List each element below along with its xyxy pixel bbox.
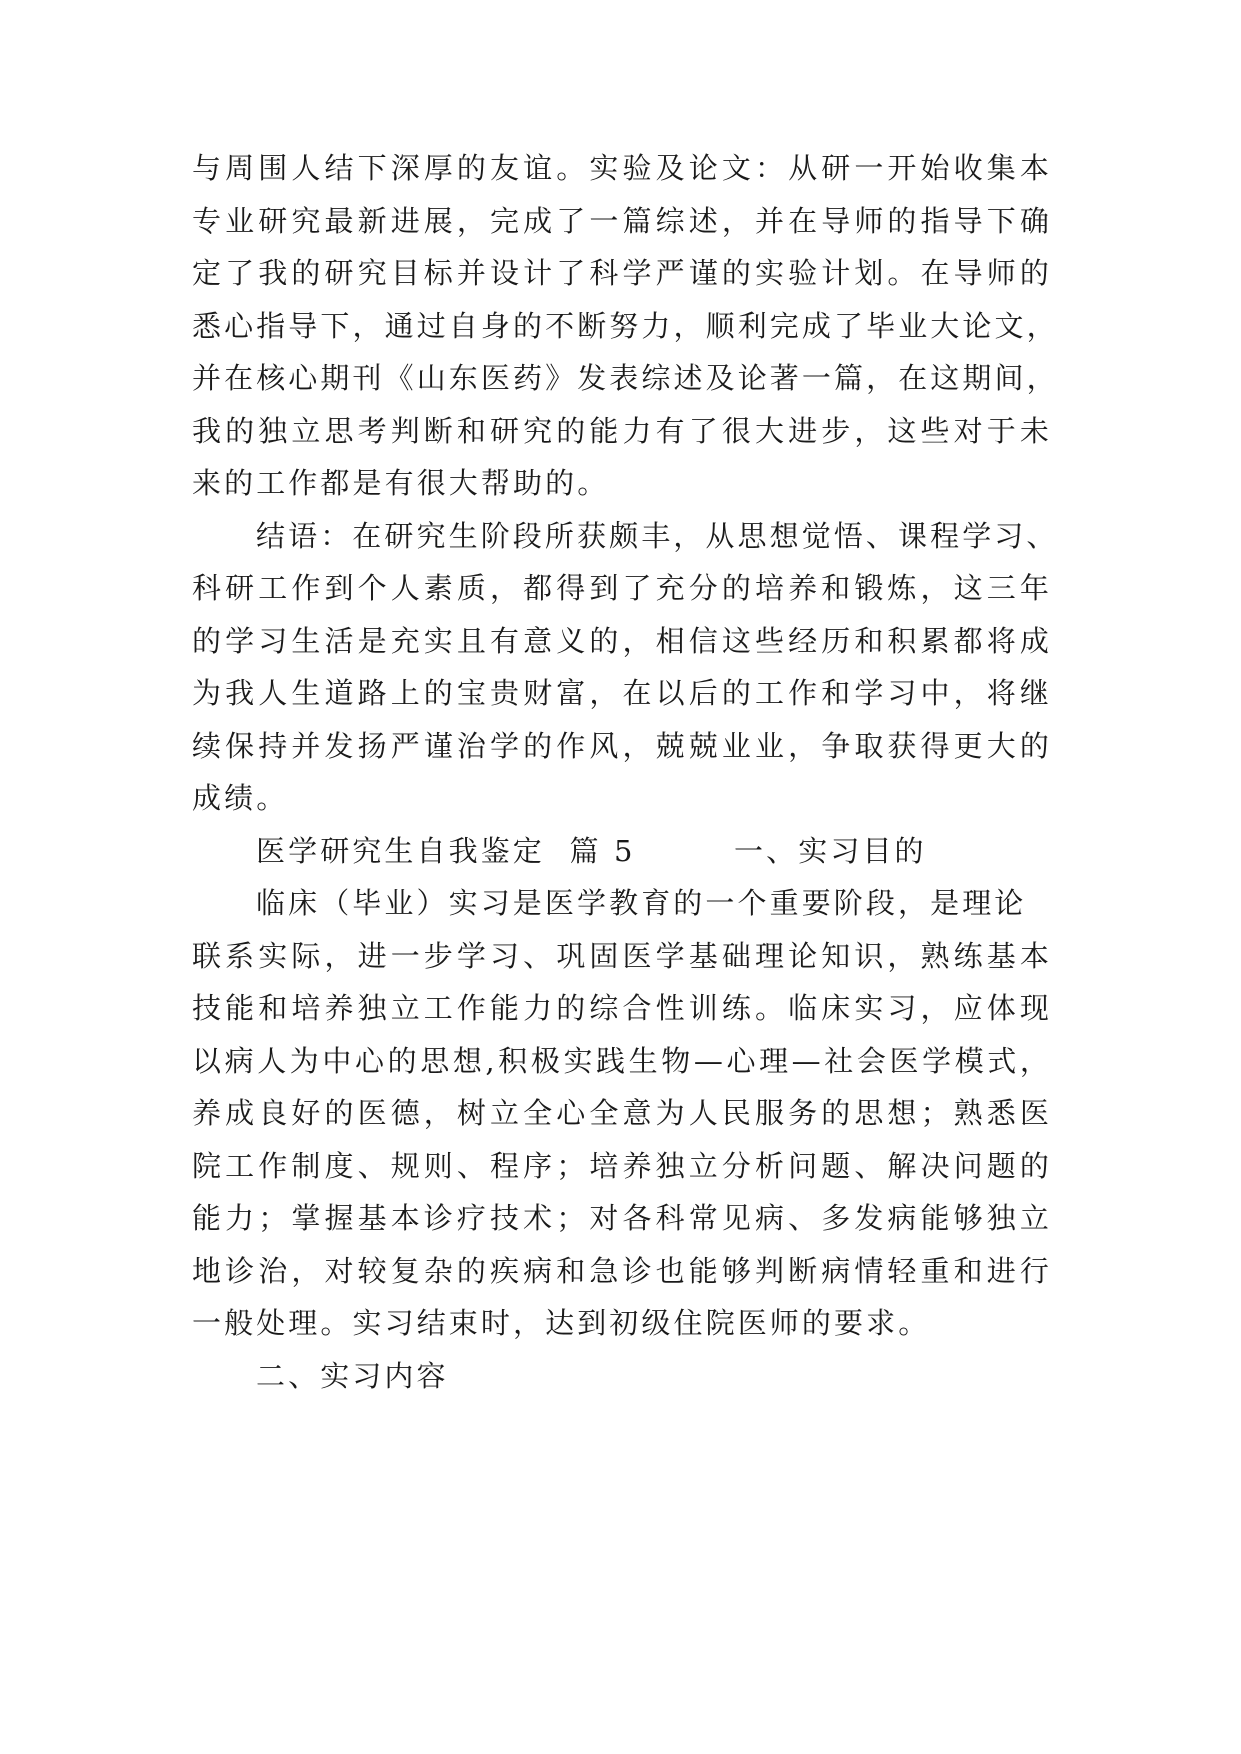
- section-heading: 二、实习内容: [256, 1359, 449, 1393]
- paragraph-line: 续保持并发扬严谨治学的作风，兢兢业业，争取获得更大的: [192, 729, 1052, 763]
- paragraph-line: 并在核心期刊《山东医药》发表综述及论著一篇，在这期间，: [192, 361, 1059, 395]
- paragraph-line: 与周围人结下深厚的友谊。实验及论文：从研一开始收集本: [192, 151, 1052, 185]
- paragraph-line: 为我人生道路上的宝贵财富，在以后的工作和学习中，将继: [192, 676, 1052, 710]
- paragraph-line: 养成良好的医德，树立全心全意为人民服务的思想；熟悉医: [192, 1096, 1052, 1130]
- paragraph-line: 定了我的研究目标并设计了科学严谨的实验计划。在导师的: [192, 256, 1052, 290]
- paragraph-line: 能力；掌握基本诊疗技术；对各科常见病、多发病能够独立: [192, 1201, 1052, 1235]
- paragraph-line: 成绩。: [192, 781, 289, 815]
- paragraph-line: 悉心指导下，通过自身的不断努力，顺利完成了毕业大论文，: [192, 309, 1059, 343]
- paragraph-line: 院工作制度、规则、程序；培养独立分析问题、解决问题的: [192, 1149, 1052, 1183]
- paragraph-line: 一般处理。实习结束时，达到初级住院医师的要求。: [192, 1306, 931, 1340]
- paragraph-line: 专业研究最新进展，完成了一篇综述，并在导师的指导下确: [192, 204, 1052, 238]
- paragraph-line: 临床（毕业）实习是医学教育的一个重要阶段，是理论: [256, 886, 1027, 920]
- paragraph-line: 的学习生活是充实且有意义的，相信这些经历和积累都将成: [192, 624, 1052, 658]
- paragraph-line: 我的独立思考判断和研究的能力有了很大进步，这些对于未: [192, 414, 1052, 448]
- paragraph-line: 技能和培养独立工作能力的综合性训练。临床实习，应体现: [192, 991, 1052, 1025]
- section-heading: 医学研究生自我鉴定 篇 5 一、实习目的: [256, 834, 927, 868]
- paragraph-line: 联系实际，进一步学习、巩固医学基础理论知识，熟练基本: [192, 939, 1052, 973]
- paragraph-line: 科研工作到个人素质，都得到了充分的培养和锻炼，这三年: [192, 571, 1052, 605]
- paragraph-line: 以病人为中心的思想,积极实践生物—心理—社会医学模式，: [192, 1044, 1052, 1078]
- paragraph-line: 来的工作都是有很大帮助的。: [192, 466, 610, 500]
- paragraph-line: 结语：在研究生阶段所获颇丰，从思想觉悟、课程学习、: [256, 519, 1059, 553]
- paragraph-line: 地诊治，对较复杂的疾病和急诊也能够判断病情轻重和进行: [192, 1254, 1052, 1288]
